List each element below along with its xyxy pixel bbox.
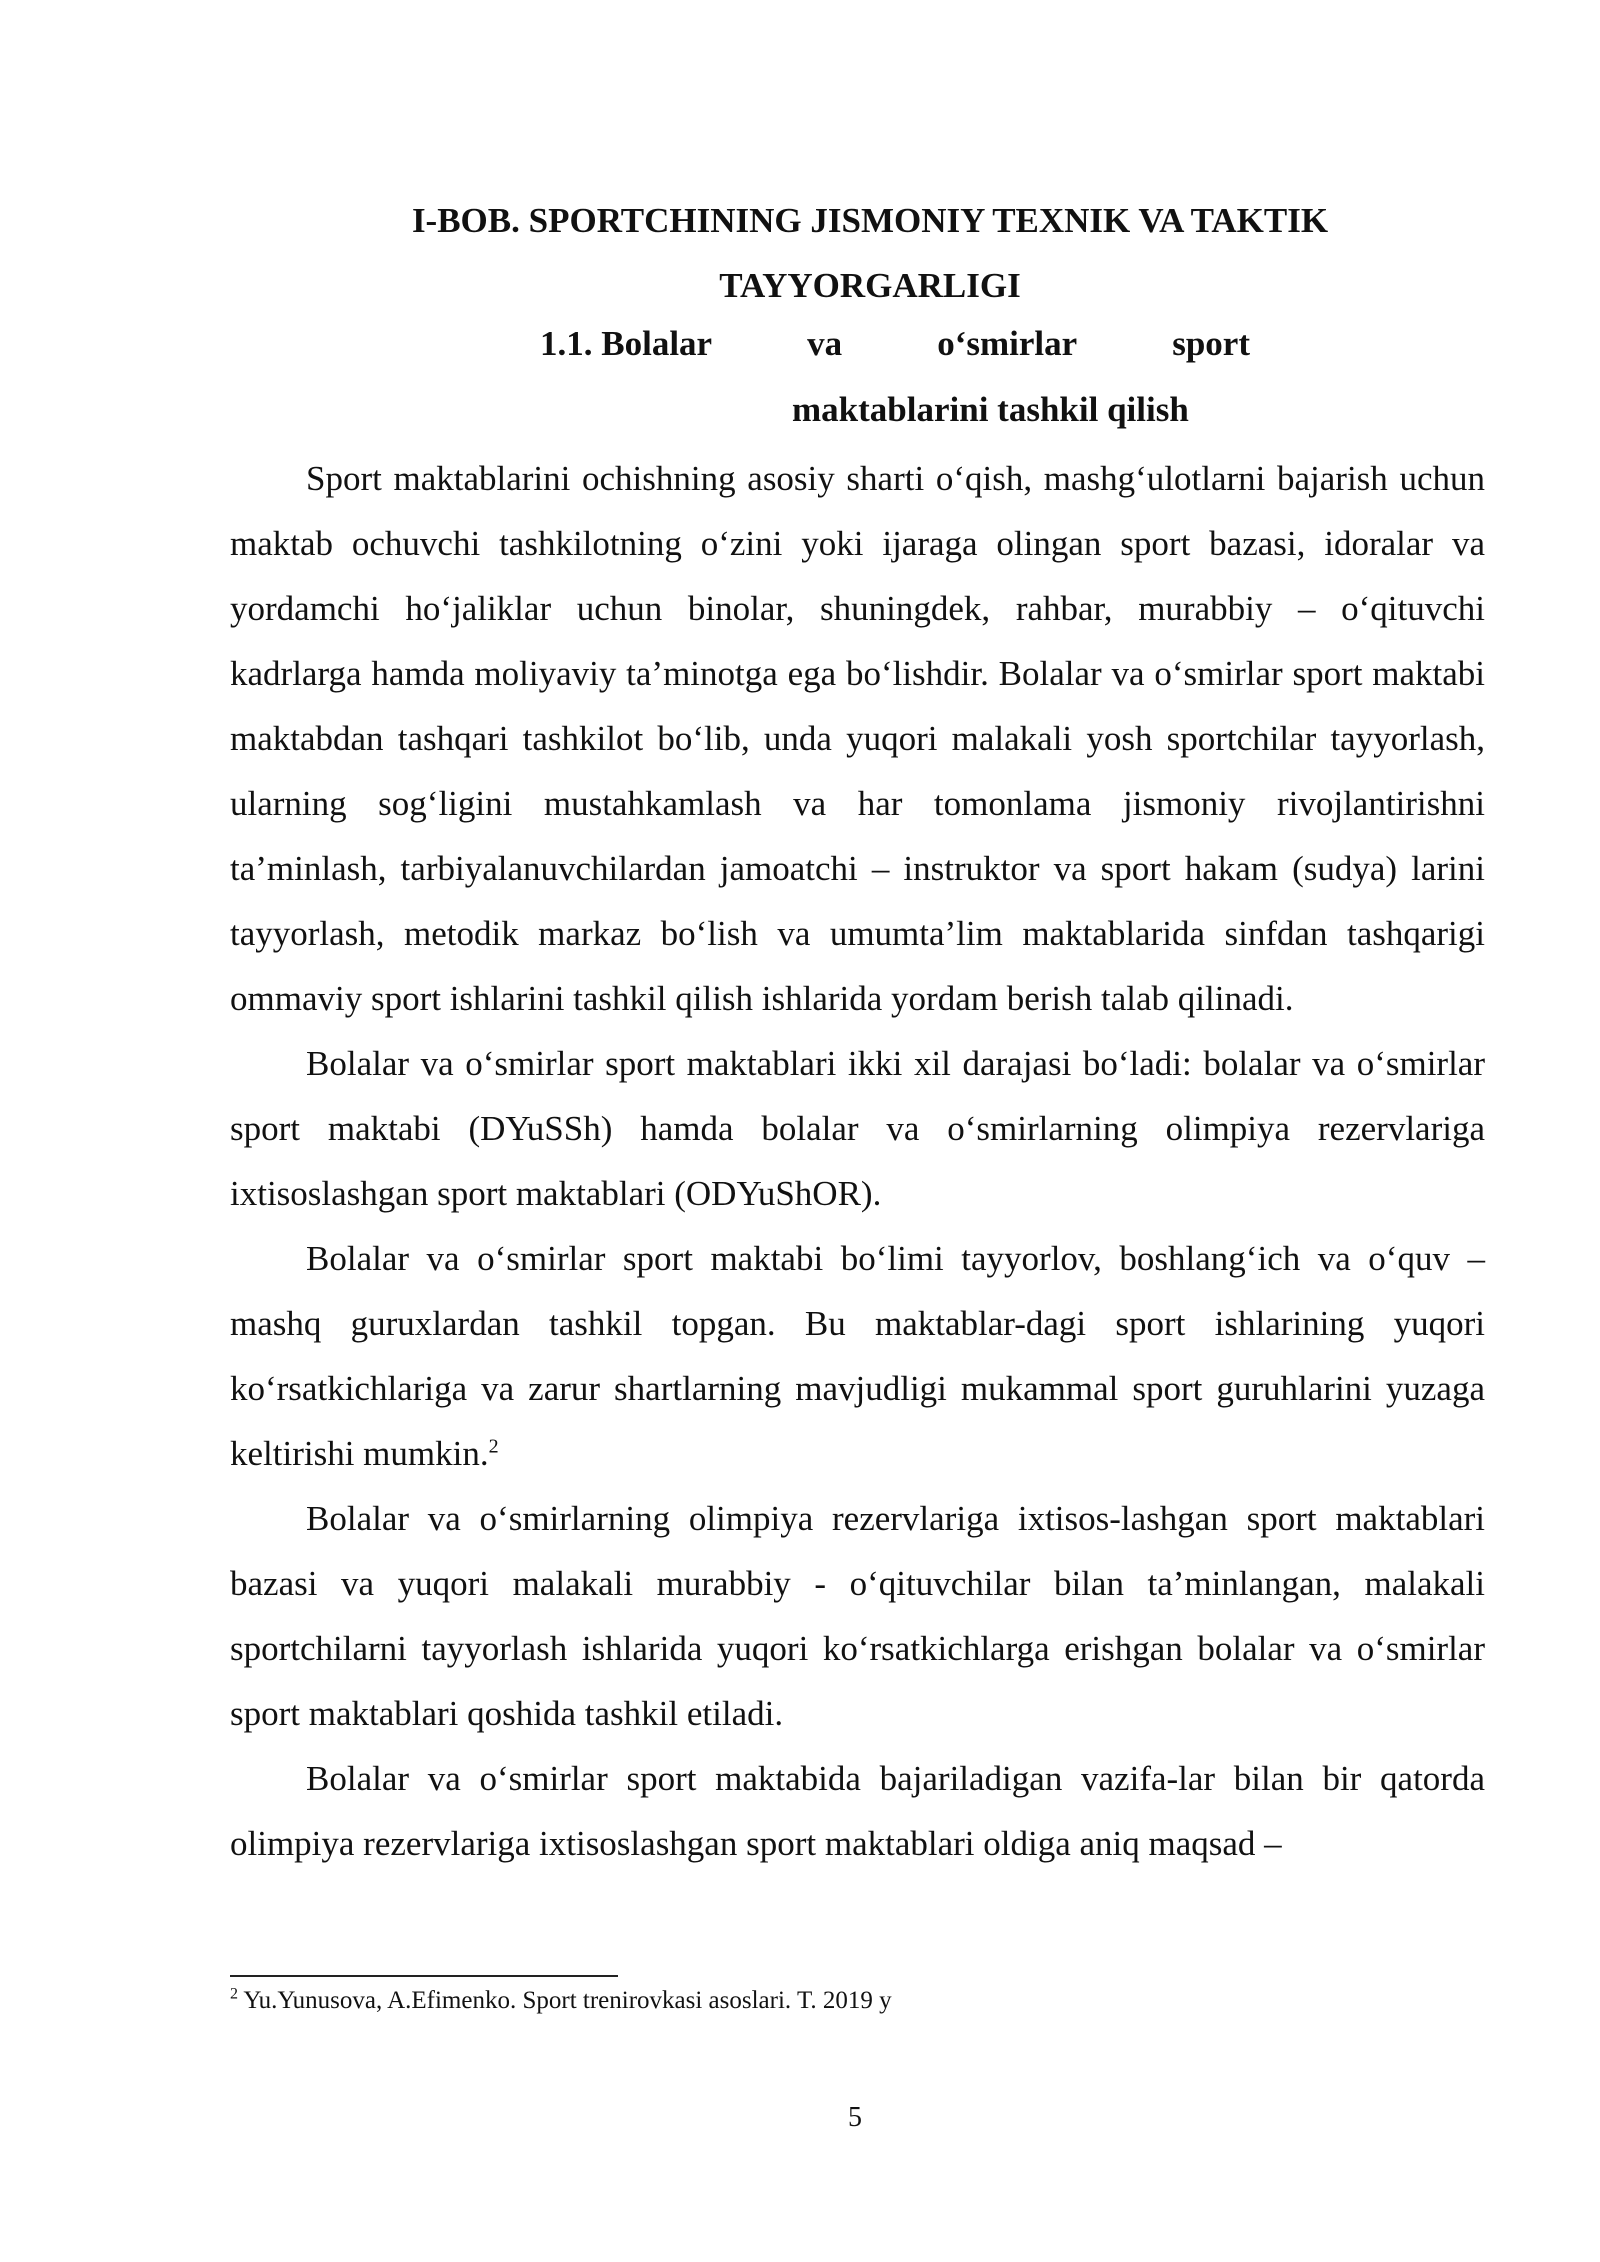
paragraph-text: Bolalar va o‘smirlar sport maktabi bo‘limi tayyorlov, boshlang‘ich va o‘quv – mashq guruxlardan tashkil topgan. Bu maktablar-dagi sport ishlarining yuqori ko‘rsatkichlariga va zarur shartlarning mavjudligi mukammal sport guruhlarini yuzaga keltirishi mumkin. <box>230 1239 1485 1473</box>
chapter-title-line1: I-BOB. SPORTCHINING JISMONIY TEXNIK VA TAKTIK <box>411 201 1329 240</box>
paragraph: Bolalar va o‘smirlarning olimpiya rezervlariga ixtisos-lashgan sport maktablari bazasi va yuqori malakali murabbiy - o‘qituvchilar bilan ta’minlangan, malakali sportchilarni tayyorlash ishlarida yuqori ko‘rsatkichlarga erishgan bolalar va o‘smirlar sport maktablari qoshida tashkil etiladi. <box>230 1499 1485 1733</box>
section-title <box>540 318 1250 370</box>
paragraph: Bolalar va o‘smirlar sport maktablari ikki xil darajasi bo‘ladi: bolalar va o‘smirlar sport maktabi (DYuSSh) hamda bolalar va o‘smirlarning olimpiya rezervlariga ixtisoslashgan sport maktablari (ODYuShOR). <box>230 1044 1485 1213</box>
footnote-reference[interactable]: 2 <box>488 1435 499 1458</box>
paragraph: Sport maktablarini ochishning asosiy sharti o‘qish, mashg‘ulotlarni bajarish uchun maktab ochuvchi tashkilotning o‘zini yoki ijaraga olingan sport bazasi, idoralar va yordamchi ho‘jaliklar uchun binolar, shuningdek, rahbar, murabbiy – o‘qituvchi kadrlarga hamda moliyaviy ta’minotga ega bo‘lishdir. Bolalar va o‘smirlar sport maktabi maktabdan tashqari tashkilot bo‘lib, unda yuqori malakali yosh sportchilar tayyorlash, ularning sog‘ligini mustahkamlash va har tomonlama jismoniy rivojlantirishni ta’minlash, tarbiyalanuvchilardan jamoatchi – instruktor va sport hakam (sudya) larini tayyorlash, metodik markaz bo‘lish va umumta’lim maktablarida sinfdan tashqarigi ommaviy sport ishlarini tashkil qilish ishlarida yordam berish talab qilinadi. <box>230 459 1485 1018</box>
footnote-separator <box>230 1975 618 1977</box>
section-title-word: sport <box>1172 324 1250 363</box>
paragraph: Bolalar va o‘smirlar sport maktabida bajariladigan vazifa-lar bilan bir qatorda olimpiya rezervlariga ixtisoslashgan sport maktablari oldiga aniq maqsad – <box>230 1759 1485 1863</box>
section-title-line2: maktablarini tashkil qilish <box>792 390 1189 429</box>
body-text <box>230 446 1485 1876</box>
footnote-text: Yu.Yunusova, A.Efimenko. Sport trenirovkasi asoslari. T. 2019 y <box>238 1987 892 2014</box>
footnote <box>230 1986 892 2016</box>
page-number: 5 <box>848 2102 862 2133</box>
section-title-word: o‘smirlar <box>937 324 1078 363</box>
paragraph <box>230 1226 1485 1486</box>
chapter-title <box>230 188 1510 318</box>
chapter-title-line2: TAYYORGARLIGI <box>719 266 1021 305</box>
section-title-word: va <box>807 324 843 363</box>
section-title-word: 1.1. Bolalar <box>540 324 713 363</box>
footnote-marker: 2 <box>230 1985 238 2003</box>
